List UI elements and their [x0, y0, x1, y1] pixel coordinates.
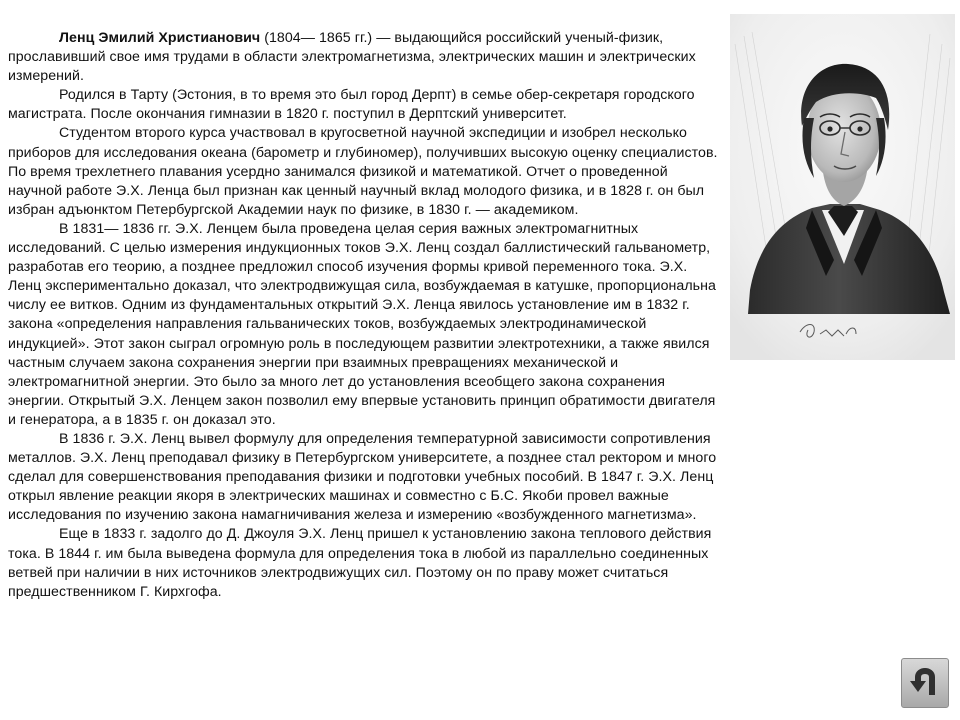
paragraph-birth: Родился в Тарту (Эстония, в то время это был город Дерпт) в семье обер-секретаря городского магистрата. После окончания гимназии в 1820 г. поступил в Дерптский университет.: [8, 87, 695, 123]
portrait-illustration: [730, 14, 955, 360]
intro-text: (1804— 1865 гг.) — выдающийся российский ученый-физик, прославивший свое имя трудами в области электромагнетизма, электрических машин и электрических измерений.: [8, 30, 696, 85]
intro-paragraph: [8, 29, 720, 86]
person-name: Ленц Эмилий Христианович: [59, 30, 261, 46]
back-button[interactable]: [901, 658, 949, 708]
paragraph-teaching: В 1836 г. Э.Х. Ленц вывел формулу для определения температурной зависимости сопротивления металлов. Э.Х. Ленц преподавал физику в Петербургском университете, а позднее стал ректором и много сделал для совершенствования преподавания физики и подготовки учебных пособий. В 1847 г. Э.Х. Ленц открыл явление реакции якоря в электрических машинах и совместно с Б.С. Якоби провел важные исследования по изучению закона намагничивания железа и измерению «возбужденного магнетизма».: [8, 430, 717, 524]
paragraph-expedition: Студентом второго курса участвовал в кругосветной научной экспедиции и изобрел несколько приборов для исследования океана (барометр и глубиномер), получивших высокую оценку специалистов. По время трехлетнего плавания усердно занимался физикой и математикой. Отчет о проведенной научной работе Э.Х. Ленца был признан как ценный научный вклад молодого физика, и в 1828 г. он был избран адъюнктом Петербургской Академии наук по физике, в 1830 г. — академиком.: [8, 125, 718, 218]
paragraph-electromagnetism: В 1831— 1836 гг. Э.Х. Ленцем была проведена целая серия важных электромагнитных исследований. С целью измерения индукционных токов Э.Х. Ленц создал баллистический гальванометр, разработав его теорию, а позднее предложил способ изучения формы кривой переменного тока. Э.Х. Ленц экспериментально доказал, что электродвижущая сила, возбуждаемая в катушке, пропорциональна числу ее витков. Одним из фундаментальных открытий Э.Х. Ленца явилось установление им в 1832 г. закона «определения направления гальванических токов, возбуждаемых электродинамической индукцией». Этот закон сыграл огромную роль в последующем развитии электротехники, а также явился частным случаем закона сохранения энергии при взаимных превращениях механической и электромагнитной энергии. Это было за много лет до установления всеобщего закона сохранения энергии. Открытый Э.Х. Ленцем закон позволил ему впервые установить принцип обратимости двигателя и генератора, а в 1835 г. он доказал это.: [8, 220, 716, 428]
paragraph-heat-law: Еще в 1833 г. задолго до Д. Джоуля Э.Х. Ленц пришел к установлению закона теплового действия тока. В 1844 г. им была выведена формула для определения тока в любой из параллельно соединенных ветвей при наличии в них источников электродвижущих сил. Поэтому он по праву может считаться предшественником Г. Кирхгофа.: [8, 526, 712, 600]
portrait-engraving: [730, 14, 955, 360]
u-turn-back-icon: [902, 659, 948, 707]
article-body: [8, 29, 720, 602]
